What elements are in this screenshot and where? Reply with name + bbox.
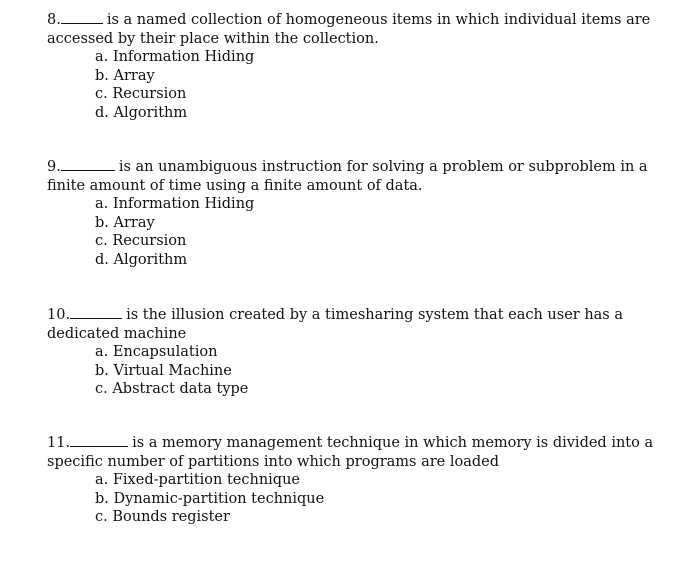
- question-11: [47, 434, 667, 527]
- option-b: b. Array: [95, 67, 155, 84]
- question-8: [47, 11, 667, 122]
- question-text: is a named collection of homogeneous items in which individual items are accessed by their place within the collection.: [47, 12, 651, 47]
- question-9: [47, 158, 667, 269]
- option-c: c. Recursion: [95, 86, 187, 102]
- option-d: d. Algorithm: [95, 104, 188, 121]
- question-number: 10.: [47, 307, 71, 323]
- option-a: a. Information Hiding: [95, 196, 255, 212]
- answer-blank: [70, 306, 122, 319]
- question-number: 8.: [47, 12, 61, 28]
- option-a: a. Fixed-partition technique: [95, 472, 301, 488]
- option-c: c. Bounds register: [95, 509, 230, 525]
- options-list: [47, 471, 667, 527]
- options-list: [47, 343, 667, 399]
- question-stem: [47, 158, 667, 195]
- option-b: b. Virtual Machine: [95, 362, 232, 379]
- question-number: 9.: [47, 159, 61, 175]
- question-10: [47, 306, 667, 399]
- question-text: is an unambiguous instruction for solving a problem or subproblem in a finite amount of time using a finite amount of data.: [47, 159, 648, 194]
- answer-blank: [61, 11, 103, 24]
- option-b: b. Dynamic-partition technique: [95, 490, 325, 507]
- option-a: a. Information Hiding: [95, 49, 255, 65]
- answer-blank: [61, 158, 115, 171]
- option-a: a. Encapsulation: [95, 344, 218, 360]
- answer-blank: [70, 434, 128, 447]
- option-d: d. Algorithm: [95, 251, 188, 268]
- options-list: [47, 195, 667, 269]
- question-text: is a memory management technique in which memory is divided into a specific number of partitions into which programs are loaded: [47, 435, 654, 470]
- question-stem: [47, 11, 667, 48]
- options-list: [47, 48, 667, 122]
- question-stem: [47, 434, 667, 471]
- question-number: 11.: [47, 435, 71, 451]
- option-c: c. Abstract data type: [95, 381, 249, 397]
- option-b: b. Array: [95, 214, 155, 231]
- option-c: c. Recursion: [95, 233, 187, 249]
- question-stem: [47, 306, 667, 343]
- question-text: is the illusion created by a timesharing system that each user has a dedicated machine: [47, 307, 624, 342]
